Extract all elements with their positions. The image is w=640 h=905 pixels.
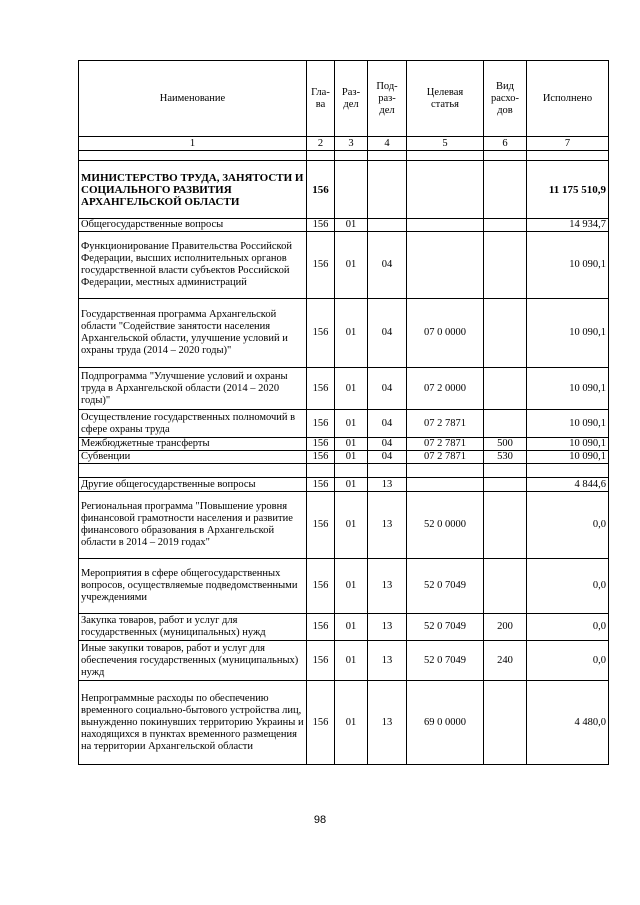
header-target-item-text: Целевая статья xyxy=(426,86,464,110)
cell-name: Осуществление государственных полномочий в сфере охраны труда xyxy=(79,410,307,438)
cell-chapter: 156 xyxy=(307,681,335,765)
cell-chapter: 156 xyxy=(307,492,335,559)
cell-expense-type: 200 xyxy=(484,614,527,641)
cell-section xyxy=(335,151,368,161)
cell-subsection: 04 xyxy=(368,451,407,464)
cell-target-item: 07 2 0000 xyxy=(407,368,484,410)
cell-target-item xyxy=(407,232,484,299)
column-number: 5 xyxy=(407,137,484,151)
cell-executed: 4 480,0 xyxy=(527,681,609,765)
cell-expense-type xyxy=(484,464,527,478)
cell-section xyxy=(335,464,368,478)
table-row-spacer xyxy=(79,151,609,161)
cell-executed: 0,0 xyxy=(527,614,609,641)
cell-section: 01 xyxy=(335,641,368,681)
cell-executed: 10 090,1 xyxy=(527,232,609,299)
cell-executed: 10 090,1 xyxy=(527,451,609,464)
cell-target-item xyxy=(407,464,484,478)
cell-chapter xyxy=(307,464,335,478)
column-number: 3 xyxy=(335,137,368,151)
header-subsection-text: Под- раз- дел xyxy=(376,80,398,116)
table-row xyxy=(79,161,609,219)
table-row xyxy=(79,559,609,614)
cell-executed: 14 934,7 xyxy=(527,219,609,232)
table-row xyxy=(79,451,609,464)
cell-chapter: 156 xyxy=(307,559,335,614)
cell-subsection: 13 xyxy=(368,614,407,641)
cell-name: Государственная программа Архангельской области "Содействие занятости населения Архангельской области, улучшение условий и охраны труда (2014 – 2020 годы)" xyxy=(79,299,307,368)
table-row xyxy=(79,681,609,765)
cell-name: МИНИСТЕРСТВО ТРУДА, ЗАНЯТОСТИ И СОЦИАЛЬНОГО РАЗВИТИЯ АРХАНГЕЛЬСКОЙ ОБЛАСТИ xyxy=(79,161,307,219)
cell-target-item xyxy=(407,219,484,232)
cell-target-item: 07 2 7871 xyxy=(407,451,484,464)
cell-expense-type xyxy=(484,219,527,232)
cell-target-item: 52 0 7049 xyxy=(407,559,484,614)
cell-target-item: 52 0 7049 xyxy=(407,641,484,681)
table-row xyxy=(79,299,609,368)
cell-subsection: 13 xyxy=(368,559,407,614)
header-section-text: Раз- дел xyxy=(341,86,361,110)
cell-name: Межбюджетные трансферты xyxy=(79,438,307,451)
cell-name xyxy=(79,464,307,478)
cell-chapter: 156 xyxy=(307,161,335,219)
column-number: 7 xyxy=(527,137,609,151)
cell-executed: 0,0 xyxy=(527,492,609,559)
header-row xyxy=(79,61,609,137)
cell-name: Субвенции xyxy=(79,451,307,464)
cell-expense-type xyxy=(484,151,527,161)
cell-subsection xyxy=(368,219,407,232)
cell-chapter: 156 xyxy=(307,614,335,641)
budget-table xyxy=(78,60,609,765)
cell-subsection xyxy=(368,151,407,161)
cell-expense-type: 240 xyxy=(484,641,527,681)
cell-section: 01 xyxy=(335,410,368,438)
cell-section: 01 xyxy=(335,368,368,410)
header-name: Наименование xyxy=(79,61,307,137)
cell-subsection: 04 xyxy=(368,368,407,410)
cell-subsection: 04 xyxy=(368,232,407,299)
header-chapter xyxy=(307,61,335,137)
cell-expense-type: 500 xyxy=(484,438,527,451)
cell-expense-type xyxy=(484,232,527,299)
cell-section: 01 xyxy=(335,232,368,299)
header-subsection xyxy=(368,61,407,137)
cell-section: 01 xyxy=(335,219,368,232)
cell-subsection: 04 xyxy=(368,438,407,451)
cell-expense-type: 530 xyxy=(484,451,527,464)
cell-name: Региональная программа "Повышение уровня финансовой грамотности населения и развитие финансового образования в Архангельской области в 2014 – 2019 годах" xyxy=(79,492,307,559)
cell-chapter: 156 xyxy=(307,451,335,464)
cell-subsection: 13 xyxy=(368,681,407,765)
cell-chapter: 156 xyxy=(307,410,335,438)
table-row xyxy=(79,478,609,492)
cell-section: 01 xyxy=(335,492,368,559)
header-executed: Исполнено xyxy=(527,61,609,137)
table-row xyxy=(79,641,609,681)
cell-target-item: 07 0 0000 xyxy=(407,299,484,368)
cell-chapter: 156 xyxy=(307,219,335,232)
cell-subsection xyxy=(368,464,407,478)
cell-subsection: 04 xyxy=(368,410,407,438)
cell-name: Иные закупки товаров, работ и услуг для обеспечения государственных (муниципальных) нужд xyxy=(79,641,307,681)
cell-name: Подпрограмма "Улучшение условий и охраны труда в Архангельской области (2014 – 2020 годы)" xyxy=(79,368,307,410)
cell-target-item xyxy=(407,478,484,492)
table-row xyxy=(79,438,609,451)
table-row-spacer xyxy=(79,464,609,478)
cell-section: 01 xyxy=(335,681,368,765)
table-row xyxy=(79,410,609,438)
header-expense-type-text: Вид расхо- дов xyxy=(490,80,520,116)
cell-chapter: 156 xyxy=(307,368,335,410)
cell-expense-type xyxy=(484,492,527,559)
cell-chapter: 156 xyxy=(307,478,335,492)
cell-chapter xyxy=(307,151,335,161)
cell-expense-type xyxy=(484,368,527,410)
cell-executed: 10 090,1 xyxy=(527,438,609,451)
cell-section: 01 xyxy=(335,299,368,368)
page-number: 98 xyxy=(313,814,327,826)
cell-executed: 11 175 510,9 xyxy=(527,161,609,219)
cell-expense-type xyxy=(484,161,527,219)
table-row xyxy=(79,492,609,559)
cell-executed: 4 844,6 xyxy=(527,478,609,492)
cell-executed: 0,0 xyxy=(527,559,609,614)
cell-section: 01 xyxy=(335,438,368,451)
cell-name: Другие общегосударственные вопросы xyxy=(79,478,307,492)
header-expense-type xyxy=(484,61,527,137)
table-row xyxy=(79,219,609,232)
cell-target-item: 07 2 7871 xyxy=(407,410,484,438)
cell-target-item: 52 0 0000 xyxy=(407,492,484,559)
cell-section: 01 xyxy=(335,559,368,614)
cell-target-item: 52 0 7049 xyxy=(407,614,484,641)
cell-target-item xyxy=(407,151,484,161)
cell-subsection: 13 xyxy=(368,478,407,492)
cell-target-item: 07 2 7871 xyxy=(407,438,484,451)
cell-target-item: 69 0 0000 xyxy=(407,681,484,765)
cell-chapter: 156 xyxy=(307,641,335,681)
column-number-row xyxy=(79,137,609,151)
cell-executed: 10 090,1 xyxy=(527,410,609,438)
cell-executed xyxy=(527,464,609,478)
cell-name: Мероприятия в сфере общегосударственных вопросов, осуществляемые подведомственными учреждениями xyxy=(79,559,307,614)
cell-section xyxy=(335,161,368,219)
cell-chapter: 156 xyxy=(307,438,335,451)
cell-executed xyxy=(527,151,609,161)
cell-target-item xyxy=(407,161,484,219)
table-row xyxy=(79,368,609,410)
cell-subsection: 13 xyxy=(368,492,407,559)
cell-name: Общегосударственные вопросы xyxy=(79,219,307,232)
column-number: 4 xyxy=(368,137,407,151)
column-number: 6 xyxy=(484,137,527,151)
cell-executed: 10 090,1 xyxy=(527,368,609,410)
cell-expense-type xyxy=(484,478,527,492)
cell-chapter: 156 xyxy=(307,299,335,368)
cell-executed: 10 090,1 xyxy=(527,299,609,368)
header-chapter-text: Гла- ва xyxy=(311,86,330,110)
cell-subsection: 04 xyxy=(368,299,407,368)
header-section xyxy=(335,61,368,137)
cell-name: Функционирование Правительства Российской Федерации, высших исполнительных органов государственной власти субъектов Российской Федерации, местных администраций xyxy=(79,232,307,299)
cell-executed: 0,0 xyxy=(527,641,609,681)
cell-name: Непрограммные расходы по обеспечению временного социально-бытового устройства лиц, вынужденно покинувших территорию Украины и находящихся в пунктах временного размещения на территории Архангельской области xyxy=(79,681,307,765)
cell-expense-type xyxy=(484,681,527,765)
cell-section: 01 xyxy=(335,478,368,492)
cell-expense-type xyxy=(484,299,527,368)
table-row xyxy=(79,232,609,299)
column-number: 2 xyxy=(307,137,335,151)
cell-name: Закупка товаров, работ и услуг для государственных (муниципальных) нужд xyxy=(79,614,307,641)
header-target-item xyxy=(407,61,484,137)
cell-expense-type xyxy=(484,410,527,438)
cell-subsection xyxy=(368,161,407,219)
cell-expense-type xyxy=(484,559,527,614)
column-number: 1 xyxy=(79,137,307,151)
cell-section: 01 xyxy=(335,614,368,641)
cell-section: 01 xyxy=(335,451,368,464)
cell-chapter: 156 xyxy=(307,232,335,299)
cell-name xyxy=(79,151,307,161)
table-row xyxy=(79,614,609,641)
cell-subsection: 13 xyxy=(368,641,407,681)
